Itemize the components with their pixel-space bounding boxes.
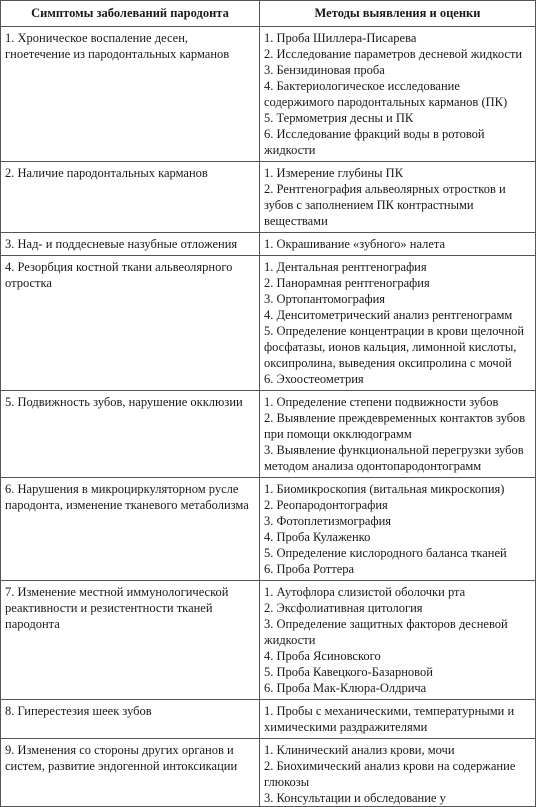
- table-row: [1, 478, 536, 581]
- method-item: 3. Выявление функциональной перегрузки зубов методом анализа одонтопародонтограмм: [264, 443, 524, 473]
- method-item: 1. Измерение глубины ПК: [264, 166, 404, 180]
- symptom-cell: 5. Подвижность зубов, нарушение окклюзии: [1, 391, 260, 478]
- symptom-cell: 8. Гиперестезия шеек зубов: [1, 700, 260, 739]
- method-item: 2. Реопародонтография: [264, 498, 388, 512]
- table-row: [1, 700, 536, 739]
- symptom-cell: 1. Хроническое воспаление десен, гноетечение из пародонтальных карманов: [1, 27, 260, 162]
- method-item: 4. Бактериологическое исследование содержимого пародонтальных карманов (ПК): [264, 79, 508, 109]
- method-item: 6. Эхоостеометрия: [264, 372, 364, 386]
- symptom-cell: 9. Изменения со стороны других органов и систем, развитие эндогенной интоксикации: [1, 739, 260, 807]
- method-item: 5. Определение концентрации в крови щелочной фосфатазы, ионов кальция, лимонной кислоты, оксипролина, выведения оксипролина с мочой: [264, 324, 525, 370]
- method-item: 2. Выявление преждевременных контактов зубов при помощи окклюдограмм: [264, 411, 526, 441]
- method-item: 4. Проба Ясиновского: [264, 649, 381, 663]
- table-row: [1, 391, 536, 478]
- method-item: 3. Ортопантомография: [264, 292, 386, 306]
- methods-cell: [260, 162, 536, 233]
- table-row: [1, 162, 536, 233]
- methods-cell: [260, 27, 536, 162]
- method-item: 3. Консультации и обследование у: [264, 791, 446, 805]
- header-symptoms: Симптомы заболеваний пародонта: [1, 1, 260, 27]
- methods-cell: [260, 478, 536, 581]
- method-item: 1. Проба Шиллера-Писарева: [264, 31, 417, 45]
- header-methods: Методы выявления и оценки: [260, 1, 536, 27]
- method-item: 1. Аутофлора слизистой оболочки рта: [264, 585, 466, 599]
- method-item: 6. Проба Мак-Клюра-Олдрича: [264, 681, 427, 695]
- methods-cell: [260, 256, 536, 391]
- method-item: 4. Проба Кулаженко: [264, 530, 371, 544]
- method-item: 1. Окрашивание «зубного» налета: [264, 237, 446, 251]
- methods-cell: [260, 233, 536, 256]
- method-item: 5. Определение кислородного баланса тканей: [264, 546, 507, 560]
- table-row: [1, 739, 536, 807]
- method-item: 2. Исследование параметров десневой жидкости: [264, 47, 523, 61]
- method-item: 1. Клинический анализ крови, мочи: [264, 743, 455, 757]
- method-item: 4. Денситометрический анализ рентгенограмм: [264, 308, 513, 322]
- symptom-cell: 2. Наличие пародонтальных карманов: [1, 162, 260, 233]
- method-item: 3. Определение защитных факторов десневой жидкости: [264, 617, 508, 647]
- methods-cell: [260, 700, 536, 739]
- method-item: 5. Термометрия десны и ПК: [264, 111, 414, 125]
- method-item: 2. Эксфолиативная цитология: [264, 601, 423, 615]
- method-item: 1. Биомикроскопия (витальная микроскопия): [264, 482, 505, 496]
- table-row: [1, 581, 536, 700]
- symptom-cell: 7. Изменение местной иммунологической реактивности и резистентности тканей пародонта: [1, 581, 260, 700]
- header-row: [1, 1, 536, 27]
- method-item: 6. Проба Роттера: [264, 562, 355, 576]
- method-item: 1. Дентальная рентгенография: [264, 260, 427, 274]
- method-item: 3. Бензидиновая проба: [264, 63, 385, 77]
- method-item: 2. Биохимический анализ крови на содержание глюкозы: [264, 759, 516, 789]
- method-item: 2. Панорамная рентгенография: [264, 276, 430, 290]
- table-row: [1, 256, 536, 391]
- method-item: 3. Фотоплетизмография: [264, 514, 392, 528]
- methods-cell: [260, 391, 536, 478]
- symptom-cell: 4. Резорбция костной ткани альвеолярного отростка: [1, 256, 260, 391]
- table-row: [1, 233, 536, 256]
- method-item: 6. Исследование фракций воды в ротовой жидкости: [264, 127, 485, 157]
- methods-cell: [260, 739, 536, 807]
- symptom-cell: 3. Над- и поддесневые назубные отложения: [1, 233, 260, 256]
- method-item: 1. Определение степени подвижности зубов: [264, 395, 499, 409]
- method-item: 5. Проба Кавецкого-Базарновой: [264, 665, 433, 679]
- symptom-cell: 6. Нарушения в микроциркуляторном русле пародонта, изменение тканевого метаболизма: [1, 478, 260, 581]
- methods-cell: [260, 581, 536, 700]
- table-row: [1, 27, 536, 162]
- method-item: 1. Пробы с механическими, температурными и химическими раздражителями: [264, 704, 515, 734]
- method-item: 2. Рентгенография альвеолярных отростков и зубов с заполнением ПК контрастными веществами: [264, 182, 506, 228]
